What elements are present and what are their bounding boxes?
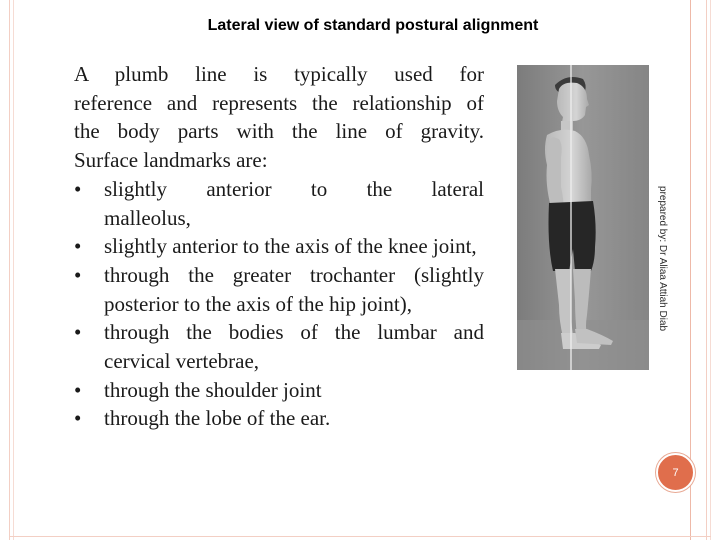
posture-photo <box>517 65 649 370</box>
list-item <box>74 175 484 232</box>
page-number-badge <box>656 453 695 492</box>
intro-line-4: Surface landmarks are: <box>74 148 268 173</box>
frame-line-bottom <box>9 536 711 537</box>
list-item <box>74 318 484 375</box>
bullet-icon: • <box>74 234 82 259</box>
list-item-text-continued: malleolus, <box>104 205 191 230</box>
bullet-icon: • <box>74 377 82 402</box>
frame-line-left-inner <box>13 0 14 540</box>
bullet-icon: • <box>74 320 82 345</box>
list-item-text: through the greater trochanter (slightly posterior to the axis of the hip joint), <box>104 262 484 316</box>
list-item <box>74 261 484 318</box>
intro-line-3: the body parts with the line of gravity. <box>74 119 484 144</box>
frame-line-right <box>706 0 707 540</box>
bullet-icon: • <box>74 406 82 431</box>
list-item <box>74 232 484 261</box>
bullet-icon: • <box>74 176 82 201</box>
list-item <box>74 376 484 405</box>
frame-line-right-inner <box>710 0 711 540</box>
list-item <box>74 404 484 433</box>
frame-line-left <box>9 0 10 540</box>
intro-paragraph <box>74 60 484 175</box>
slide-title: Lateral view of standard postural alignment <box>207 17 539 34</box>
intro-line-2: reference and represents the relationship of <box>74 90 484 115</box>
side-credit-text: prepared by: Dr Aliaa Attiah Diab <box>657 186 668 332</box>
list-item-text: slightly anterior to the lateral <box>104 176 484 201</box>
standing-man-lateral-view-photo <box>517 65 649 370</box>
intro-line-1: A plumb line is typically used for <box>74 62 484 86</box>
page-number: 7 <box>672 466 679 479</box>
bullet-icon: • <box>74 262 82 287</box>
slide-body <box>74 60 484 433</box>
list-item-text: slightly anterior to the axis of the knee joint, <box>104 234 477 259</box>
list-item-text: through the bodies of the lumbar and cervical vertebrae, <box>104 320 484 374</box>
list-item-text: through the lobe of the ear. <box>104 406 331 431</box>
landmark-list <box>74 175 484 433</box>
list-item-text: through the shoulder joint <box>104 377 322 402</box>
